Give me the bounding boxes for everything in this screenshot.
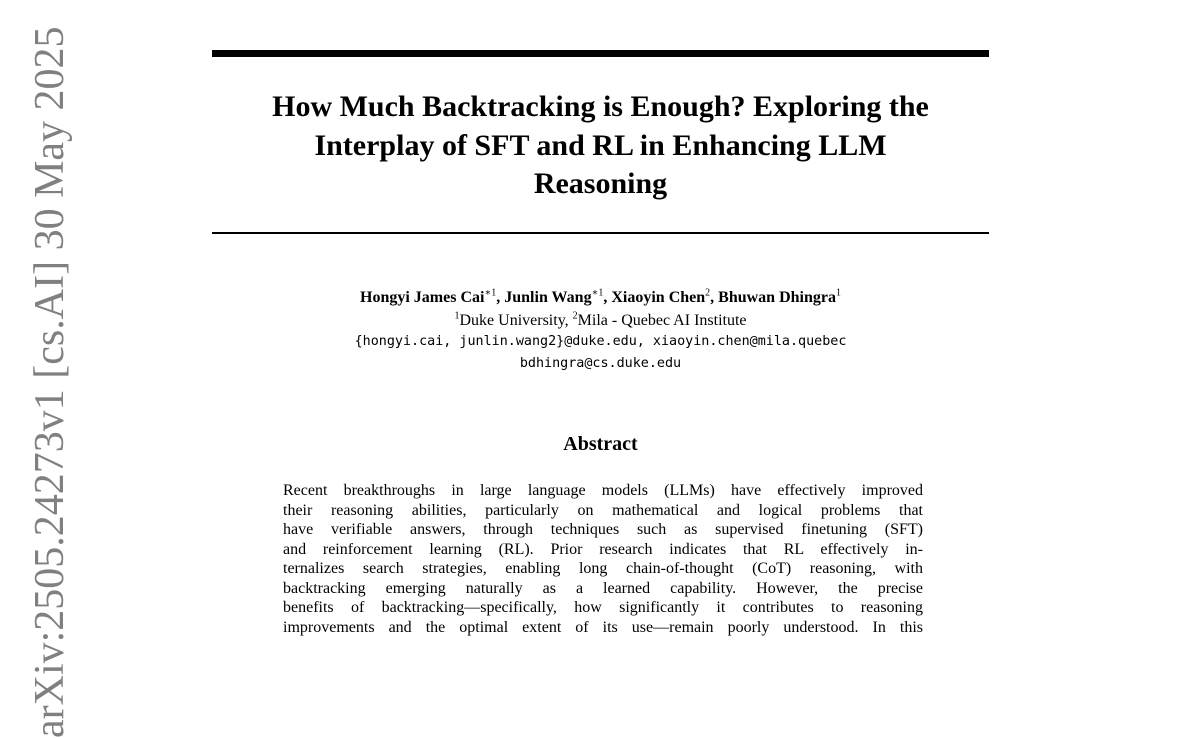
author-separator: , [603,289,612,306]
abstract-line: have verifiable answers, through techniques such as supervised finetuning (SFT) [283,521,923,538]
affiliation-mark: 1 [454,310,460,322]
arxiv-side-stamp [27,26,73,738]
abstract-line: ternalizes search strategies, enabling long chain-of-thought (CoT) reasoning, with [283,560,923,577]
author-name: Bhuwan Dhingra [718,289,836,306]
author-mark: 2 [705,287,711,299]
title-line: Interplay of SFT and RL in Enhancing LLM [314,128,887,162]
author-mark: ∗1 [591,287,604,299]
author-list [212,288,989,308]
abstract-line: backtracking emerging naturally as a learned capability. However, the precise [283,579,923,597]
abstract-line: improvements and the optimal extent of its use—remain poorly understood. In this [283,618,923,636]
abstract-text [283,481,923,637]
author-name: Xiaoyin Chen [611,289,706,306]
author-emails: {hongyi.cai, junlin.wang2}@duke.edu, xiaoyin.chen@mila.quebec [354,334,847,349]
title-line: Reasoning [533,167,668,200]
arxiv-stamp-text: arXiv:2505.24273v1 [cs.AI] 30 May 2025 [27,26,73,738]
abstract-line: Recent breakthroughs in large language models (LLMs) have effectively improved [283,482,923,499]
abstract-line: their reasoning abilities, particularly on mathematical and logical problems that [283,501,923,519]
abstract-heading: Abstract [563,433,638,455]
title-bottom-rule [212,232,989,234]
author-name: Hongyi James Cai [360,289,485,306]
author-separator: , [496,289,505,306]
abstract-line: and reinforcement learning (RL). Prior research indicates that RL effectively in- [283,540,923,558]
affiliation-separator: , [564,312,573,329]
paper-title [212,88,989,204]
title-top-rule [212,50,989,57]
affiliation-list [212,311,989,331]
author-mark: ∗1 [484,287,497,299]
abstract-line: benefits of backtracking—specifically, how significantly it contributes to reasoning [283,599,923,616]
affiliation-name: Mila - Quebec AI Institute [577,312,747,329]
affiliation-mark: 2 [572,310,578,322]
affiliation-name: Duke University [459,312,565,329]
author-name: Junlin Wang [504,289,592,306]
author-separator: , [710,289,719,306]
author-emails: bdhingra@cs.duke.edu [519,356,682,371]
author-mark: 1 [835,287,841,299]
title-line: How Much Backtracking is Enough? Exploring the [272,90,929,123]
